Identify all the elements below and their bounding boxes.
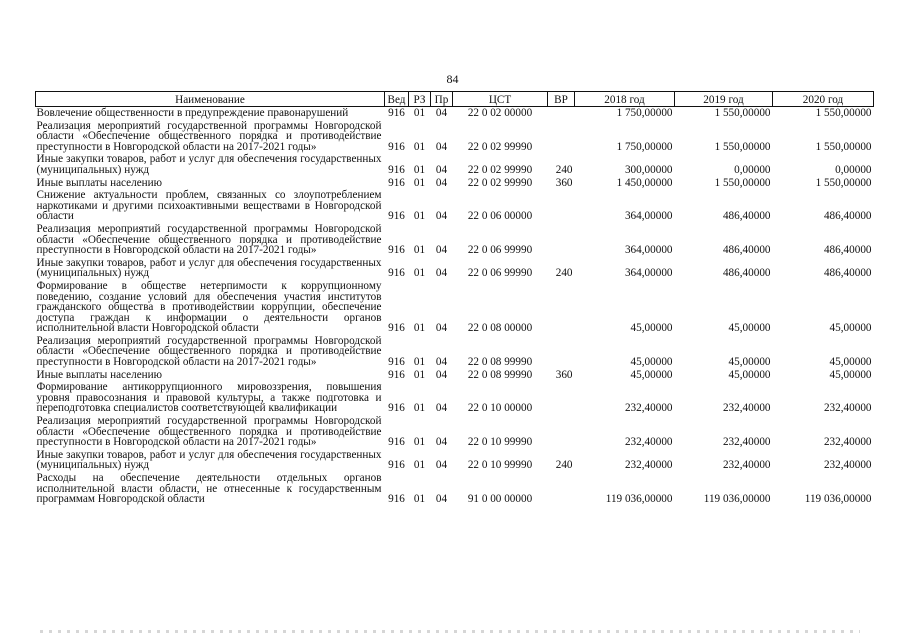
cell-name: Вовлечение общественности в предупреждение правонарушений xyxy=(36,107,349,119)
cell-cst: 22 0 08 99990 xyxy=(467,356,533,369)
table-row xyxy=(36,223,874,257)
cell-vr xyxy=(548,335,575,369)
cell-pr: 04 xyxy=(435,267,448,280)
cell-2018: 300,00000 xyxy=(624,163,673,176)
cell-rz: 01 xyxy=(413,163,426,176)
cell-2018: 45,00000 xyxy=(630,322,673,335)
cell-2018: 232,40000 xyxy=(624,436,673,449)
cell-cst: 91 0 00 00000 xyxy=(467,493,533,506)
cell-cst: 22 0 02 99990 xyxy=(467,163,533,176)
cell-vr xyxy=(548,415,575,449)
cell-cst: 22 0 10 99990 xyxy=(467,459,533,472)
cell-2018: 119 036,00000 xyxy=(605,493,673,506)
cell-2018: 364,00000 xyxy=(624,244,673,257)
cell-name: Иные закупки товаров, работ и услуг для обеспечения государственных (муниципальных) нужд xyxy=(36,153,382,176)
cell-cst: 22 0 08 00000 xyxy=(467,322,533,335)
cell-ved: 916 xyxy=(388,493,405,506)
cell-name: Иные выплаты населению xyxy=(36,176,162,189)
cell-vr: 360 xyxy=(555,176,573,189)
cell-rz: 01 xyxy=(413,210,426,223)
cell-rz: 01 xyxy=(413,176,426,189)
cell-vr xyxy=(548,280,575,335)
cell-pr: 04 xyxy=(435,322,448,335)
cell-2020: 486,40000 xyxy=(823,267,872,280)
col-header-cst: ЦСТ xyxy=(453,92,548,107)
cell-ved: 916 xyxy=(388,176,405,189)
scan-artifact-line xyxy=(40,630,860,633)
table-row xyxy=(36,120,874,154)
cell-pr: 04 xyxy=(435,163,448,176)
table-row xyxy=(36,257,874,280)
cell-ved: 916 xyxy=(388,244,405,257)
table-row xyxy=(36,177,874,190)
cell-rz: 01 xyxy=(413,322,426,335)
cell-pr: 04 xyxy=(435,402,448,415)
cell-2018: 232,40000 xyxy=(624,459,673,472)
table-row xyxy=(36,189,874,223)
cell-rz: 01 xyxy=(413,140,426,153)
cell-2018: 1 750,00000 xyxy=(616,140,673,153)
cell-ved: 916 xyxy=(388,356,405,369)
cell-rz: 01 xyxy=(413,493,426,506)
col-header-ved: Вед xyxy=(385,92,409,107)
cell-2020: 119 036,00000 xyxy=(804,493,872,506)
cell-vr xyxy=(548,381,575,415)
cell-pr: 04 xyxy=(435,107,448,119)
col-header-pr: Пр xyxy=(431,92,453,107)
cell-ved: 916 xyxy=(388,459,405,472)
cell-pr: 04 xyxy=(435,493,448,506)
table-header-row xyxy=(36,92,874,107)
table-row xyxy=(36,472,874,506)
cell-2019: 1 550,00000 xyxy=(714,140,771,153)
col-header-2018: 2018 год xyxy=(575,92,675,107)
cell-2020: 486,40000 xyxy=(823,244,872,257)
cell-2020: 1 550,00000 xyxy=(815,107,872,119)
cell-pr: 04 xyxy=(435,140,448,153)
cell-rz: 01 xyxy=(413,459,426,472)
page-number: 84 xyxy=(446,72,459,86)
cell-2020: 45,00000 xyxy=(829,356,872,369)
cell-pr: 04 xyxy=(435,210,448,223)
cell-2019: 232,40000 xyxy=(722,402,771,415)
cell-2019: 45,00000 xyxy=(728,356,771,369)
cell-2020: 1 550,00000 xyxy=(815,140,872,153)
cell-2019: 486,40000 xyxy=(722,244,771,257)
cell-cst: 22 0 02 00000 xyxy=(467,107,533,119)
col-header-name: Наименование xyxy=(36,92,385,107)
cell-rz: 01 xyxy=(413,356,426,369)
cell-vr xyxy=(548,120,575,154)
cell-2018: 1 450,00000 xyxy=(616,176,673,189)
table-row xyxy=(36,415,874,449)
cell-2019: 45,00000 xyxy=(728,322,771,335)
col-header-2019: 2019 год xyxy=(675,92,773,107)
col-header-vr: ВР xyxy=(548,92,575,107)
cell-name: Иные выплаты населению xyxy=(36,368,162,381)
cell-ved: 916 xyxy=(388,267,405,280)
col-header-2020: 2020 год xyxy=(773,92,874,107)
cell-name: Формирование в обществе нетерпимости к коррупционному поведению, создание условий для обеспечения участия институтов гражданского общества в противодействии коррупции, обеспечение доступа граждан к информации о деятельности органов исполнительной власти Новгородской области xyxy=(36,279,382,335)
table-row xyxy=(36,153,874,176)
cell-name: Реализация мероприятий государственной программы Новгородской области «Обеспечение общественного порядка и противодействие преступности в Новгородской области на 2017-2021 годы» xyxy=(36,415,382,449)
cell-name: Реализация мероприятий государственной программы Новгородской области «Обеспечение общественного порядка и противодействие преступности в Новгородской области на 2017-2021 годы» xyxy=(36,119,382,153)
cell-name: Иные закупки товаров, работ и услуг для обеспечения государственных (муниципальных) нужд xyxy=(36,256,382,280)
table-row xyxy=(36,335,874,369)
cell-vr: 240 xyxy=(555,267,573,280)
cell-pr: 04 xyxy=(435,368,448,381)
cell-pr: 04 xyxy=(435,459,448,472)
cell-ved: 916 xyxy=(388,322,405,335)
cell-name: Формирование антикоррупционного мировоззрения, повышения уровня правосознания и правовой культуры, а также подготовка и переподготовка специалистов соответствующей квалификации xyxy=(36,381,382,415)
cell-rz: 01 xyxy=(413,402,426,415)
cell-name: Снижение актуальности проблем, связанных со злоупотреблением наркотиками и другими психоактивными веществами в Новгородской области xyxy=(36,189,382,223)
cell-2020: 232,40000 xyxy=(823,436,872,449)
cell-rz: 01 xyxy=(413,267,426,280)
table-row xyxy=(36,107,874,120)
cell-2019: 232,40000 xyxy=(722,459,771,472)
cell-2019: 45,00000 xyxy=(728,368,771,381)
cell-rz: 01 xyxy=(413,107,426,119)
cell-cst: 22 0 06 99990 xyxy=(467,244,533,257)
col-header-rz: РЗ xyxy=(409,92,431,107)
cell-pr: 04 xyxy=(435,244,448,257)
budget-table xyxy=(35,91,874,506)
cell-2019: 1 550,00000 xyxy=(714,176,771,189)
cell-cst: 22 0 08 99990 xyxy=(467,368,533,381)
cell-vr xyxy=(548,223,575,257)
cell-2018: 45,00000 xyxy=(630,368,673,381)
cell-cst: 22 0 02 99990 xyxy=(467,176,533,189)
cell-cst: 22 0 10 00000 xyxy=(467,402,533,415)
cell-2018: 364,00000 xyxy=(624,210,673,223)
cell-vr: 360 xyxy=(555,368,573,381)
cell-ved: 916 xyxy=(388,368,405,381)
cell-cst: 22 0 02 99990 xyxy=(467,140,533,153)
table-row xyxy=(36,369,874,382)
table-row xyxy=(36,449,874,472)
cell-cst: 22 0 10 99990 xyxy=(467,436,533,449)
cell-2018: 364,00000 xyxy=(624,267,673,280)
cell-ved: 916 xyxy=(388,140,405,153)
cell-2019: 0,00000 xyxy=(734,163,771,176)
cell-2020: 45,00000 xyxy=(829,322,872,335)
cell-2020: 0,00000 xyxy=(835,163,872,176)
cell-name: Расходы на обеспечение деятельности отдельных органов исполнительной власти области, не отнесенные к государственным программам Новгородской области xyxy=(36,472,382,506)
cell-vr: 240 xyxy=(555,163,573,176)
cell-name: Иные закупки товаров, работ и услуг для обеспечения государственных (муниципальных) нужд xyxy=(36,448,382,472)
cell-2019: 486,40000 xyxy=(722,210,771,223)
table-row xyxy=(36,280,874,335)
cell-vr xyxy=(548,189,575,223)
table-row xyxy=(36,381,874,415)
cell-2020: 232,40000 xyxy=(823,459,872,472)
cell-2020: 45,00000 xyxy=(829,368,872,381)
cell-pr: 04 xyxy=(435,176,448,189)
cell-cst: 22 0 06 99990 xyxy=(467,267,533,280)
cell-2020: 486,40000 xyxy=(823,210,872,223)
cell-2018: 1 750,00000 xyxy=(616,107,673,119)
cell-pr: 04 xyxy=(435,436,448,449)
cell-ved: 916 xyxy=(388,107,405,119)
cell-name: Реализация мероприятий государственной программы Новгородской области «Обеспечение общественного порядка и противодействие преступности в Новгородской области на 2017-2021 годы» xyxy=(36,222,382,257)
cell-2019: 486,40000 xyxy=(722,267,771,280)
cell-name: Реализация мероприятий государственной программы Новгородской области «Обеспечение общественного порядка и противодействие преступности в Новгородской области на 2017-2021 годы» xyxy=(36,334,382,369)
cell-rz: 01 xyxy=(413,244,426,257)
cell-ved: 916 xyxy=(388,163,405,176)
cell-2019: 1 550,00000 xyxy=(714,107,771,119)
cell-2019: 119 036,00000 xyxy=(703,493,771,506)
cell-ved: 916 xyxy=(388,402,405,415)
cell-vr: 240 xyxy=(555,459,573,472)
cell-ved: 916 xyxy=(388,210,405,223)
cell-2018: 232,40000 xyxy=(624,402,673,415)
cell-2020: 1 550,00000 xyxy=(815,176,872,189)
cell-ved: 916 xyxy=(388,436,405,449)
cell-rz: 01 xyxy=(413,436,426,449)
cell-2018: 45,00000 xyxy=(630,356,673,369)
cell-2019: 232,40000 xyxy=(722,436,771,449)
cell-2020: 232,40000 xyxy=(823,402,872,415)
cell-vr xyxy=(548,107,575,120)
cell-pr: 04 xyxy=(435,356,448,369)
cell-rz: 01 xyxy=(413,368,426,381)
cell-cst: 22 0 06 00000 xyxy=(467,210,533,223)
cell-vr xyxy=(548,472,575,506)
